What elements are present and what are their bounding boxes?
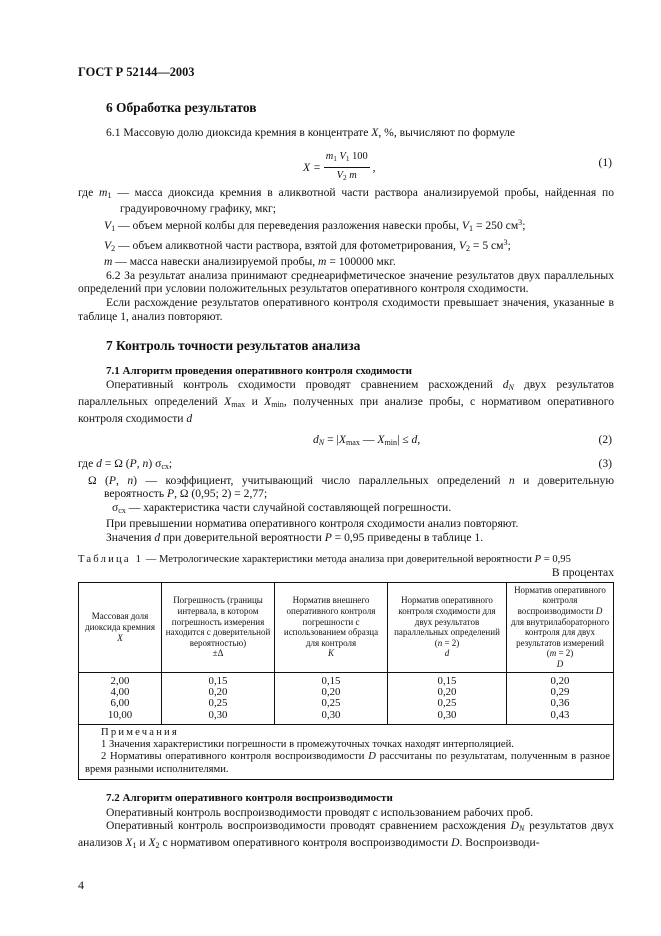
document-header: ГОСТ Р 52144—2003 — [78, 65, 195, 79]
section-7-title: 7 Контроль точности результатов анализа — [106, 338, 361, 354]
table-header-3: Норматив оперативного контроля сходимости для двух результатов параллельных определений (n = 2) d — [388, 582, 507, 672]
note-1: 1 Значения характеристики погрешности в промежуточных точках находят интерполяцией. — [101, 739, 514, 750]
paragraph-7-2-1: Оперативный контроль воспроизводимости проводят с использованием рабочих проб. — [106, 805, 534, 819]
table-cell: 0,30 — [437, 708, 457, 721]
table-cell: 4,00 — [110, 686, 130, 698]
table-values-row — [79, 672, 614, 724]
table-cell: 0,30 — [321, 708, 341, 721]
table-1-units: В процентах — [551, 566, 614, 580]
note-2: 2 Нормативы оперативного контроля воспроизводимости D рассчитаны по результатам, полученным в разное время разными исполнителями. — [85, 751, 610, 775]
table-col-D — [507, 672, 614, 724]
formula-1-fraction — [324, 150, 370, 186]
formula-3-body: где d = Ω (P, n) $\sigma_{сх}$; — [78, 457, 173, 472]
formula-3-number: (3) — [598, 457, 612, 471]
document-page — [78, 66, 614, 853]
table-col-d — [388, 672, 507, 724]
table-1-label: Таблица 1 — [78, 553, 144, 565]
table-col-k — [275, 672, 388, 724]
table-cell: 10,00 — [107, 708, 133, 721]
formula-1-numerator: $m_1$ $V_1$ 100 — [324, 150, 370, 169]
formula-1-denominator: $V_2$ m — [336, 170, 357, 183]
paragraph-6-1: 6.1 Массовую долю диоксида кремния в концентрате X, %, вычисляют по формуле — [106, 126, 516, 140]
table-cell: 0,29 — [550, 686, 570, 698]
table-col-mass — [79, 672, 162, 724]
section-6-title: 6 Обработка результатов — [106, 99, 257, 115]
legend-omega: Ω (P, n) — коэффициент, учитывающий число параллельных определений n и доверительную вероятность P, Ω (0,95; 2) = 2,77; — [88, 473, 614, 501]
table-cell: 0,20 — [550, 674, 570, 687]
table-cell: 0,20 — [437, 686, 457, 698]
page-number: 4 — [78, 878, 84, 892]
table-cell: 2,00 — [110, 674, 130, 687]
formula-1-legend — [78, 186, 614, 269]
table-cell: 6,00 — [110, 697, 130, 710]
table-cell: 0,25 — [437, 697, 457, 710]
legend-v2: $V_2$ — объем аликвотной части раствора, взятой для фотометрирования, $V_2 = 5$ $см^3$; — [104, 237, 511, 253]
paragraph-7-1: Оперативный контроль сходимости проводят сравнением расхождений $d_N$ двух результатов параллельных определений $X_{max}$ и $X_{min}$, полученных при анализе пробы, с нормативом оперативного контроля сходимости d — [78, 378, 614, 425]
subsection-7-2-title: 7.2 Алгоритм оперативного контроля воспроизводимости — [106, 792, 393, 805]
paragraph-6-2: 6.2 За результат анализа принимают среднеарифметическое значение результатов двух параллельных определений при условии положительных результатов оперативного контроля сходимости. — [78, 268, 614, 296]
table-cell: 0,20 — [208, 686, 228, 698]
table-cell: 0,20 — [321, 686, 341, 698]
notes-title: Примечания — [101, 726, 179, 738]
table-cell: 0,43 — [550, 708, 570, 721]
table-cell: 0,15 — [208, 674, 228, 687]
legend-m: m — масса навески анализируемой пробы, m = 100000 мкг. — [104, 255, 396, 269]
table-cell: 0,15 — [321, 674, 341, 687]
table-header-4: Норматив оперативного контроля воспроизводимости D для внутрилабораторного контроля для двух результатов измерений (m = 2) D — [507, 582, 614, 672]
paragraph-exceed: При превышении норматива оперативного контроля сходимости анализ повторяют. — [106, 517, 519, 531]
table-cell: 0,25 — [321, 697, 341, 710]
legend-sigma: $\sigma_{сх}$ — характеристика части случайной составляющей погрешности. — [112, 500, 452, 515]
formula-1-lhs: X = — [303, 160, 321, 174]
table-cell: 0,36 — [550, 697, 570, 710]
formula-2-number: (2) — [598, 433, 612, 447]
table-header-1: Погрешность (границы интервала, в котором погрешность измерения находится с доверительной вероятностью) ±Δ — [162, 582, 275, 672]
formula-2 — [78, 429, 614, 453]
legend-m1: где $m_1$ — масса диоксида кремния в аликвотной части раствора анализируемой пробы, найденная по градуировочному графику, мкг; — [78, 185, 614, 216]
table-1-caption: Таблица 1 — Метрологические характеристики метода анализа при доверительной вероятности P = 0,95 — [78, 553, 571, 565]
formula-1-number: (1) — [598, 155, 612, 169]
table-notes-row — [79, 724, 614, 780]
subsection-7-1-title: 7.1 Алгоритм проведения оперативного контроля сходимости — [106, 364, 412, 377]
paragraph-7-2-2: Оперативный контроль воспроизводимости проводят сравнением расхождения $D_N$ результатов двух анализов $X_1$ и $X_2$ с нормативом оперативного контроля воспроизводимости D. Воспроизводи- — [78, 819, 614, 850]
paragraph-values: Значения d при доверительной вероятности P = 0,95 приведены в таблице 1. — [106, 531, 484, 545]
table-cell: 0,30 — [208, 708, 228, 721]
legend-v1: $V_1$ — объем мерной колбы для переведения разложения навески пробы, $V_1 = 250$ $см^3$; — [104, 217, 526, 233]
formula-1-tail: , — [372, 160, 376, 174]
table-cell: 0,25 — [208, 697, 228, 710]
table-header-row — [79, 582, 614, 672]
table-cell: 0,15 — [437, 674, 457, 687]
table-header-0: Массовая доля диоксида кремния X — [79, 582, 162, 672]
table-col-error — [162, 672, 275, 724]
formula-1 — [78, 146, 614, 183]
formula-2-body: $d_N = |X_{max}$ — $X_{min}| \le d$, — [313, 433, 421, 448]
table-header-2: Норматив внешнего оперативного контроля погрешности с использованием образца для контроля K — [275, 582, 388, 672]
formula-3 — [78, 457, 614, 474]
paragraph-6-2b: Если расхождение результатов оперативного контроля сходимости превышает значения, указанные в таблице 1, анализ повторяют. — [78, 295, 614, 323]
table-1 — [78, 582, 614, 780]
table-notes — [79, 724, 614, 780]
